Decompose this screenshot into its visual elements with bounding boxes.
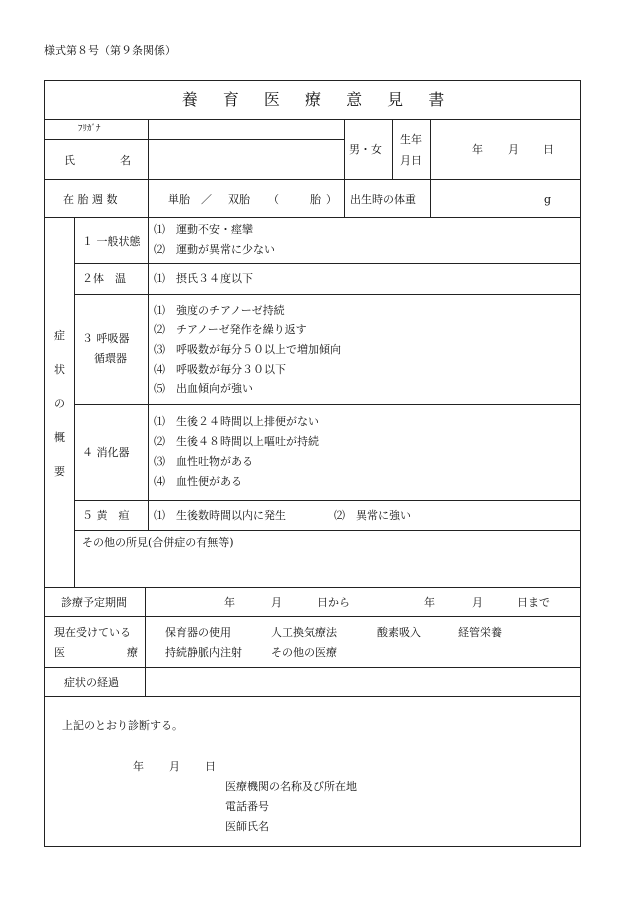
rule-temp-bottom bbox=[74, 294, 581, 295]
single-birth[interactable]: 単胎 bbox=[168, 193, 190, 206]
general-item-2[interactable]: ⑵ 運動が異常に少ない bbox=[154, 243, 275, 256]
form-number: 様式第８号（第９条関係） bbox=[44, 44, 176, 57]
schedule-start-year: 年 bbox=[224, 596, 235, 609]
frame-left bbox=[44, 80, 45, 847]
rule-gestation-bottom bbox=[44, 217, 581, 218]
sex-selector[interactable]: 男・女 bbox=[349, 143, 382, 156]
general-label: １ 一般状態 bbox=[82, 235, 141, 248]
gestation-label: 在 胎 週 数 bbox=[63, 193, 118, 206]
frame-bottom bbox=[44, 846, 581, 847]
temperature-label: ２体 温 bbox=[82, 272, 126, 285]
phone-label: 電話番号 bbox=[225, 800, 269, 813]
birth-year-unit: 年 bbox=[472, 143, 483, 156]
schedule-end-year: 年 bbox=[424, 596, 435, 609]
footer-day-unit: 日 bbox=[205, 760, 216, 773]
digestive-item-1[interactable]: ⑴ 生後２４時間以上排便がない bbox=[154, 415, 319, 428]
schedule-start-day: 日から bbox=[317, 596, 350, 609]
col-side-label-right bbox=[74, 217, 75, 588]
birth-label-2: 月日 bbox=[400, 154, 422, 167]
schedule-start-month: 月 bbox=[271, 596, 282, 609]
symptoms-side-label-4: 概 bbox=[54, 431, 65, 444]
frame-top bbox=[44, 80, 581, 81]
digestive-item-3[interactable]: ⑶ 血性吐物がある bbox=[154, 455, 253, 468]
birth-label-1: 生年 bbox=[400, 133, 422, 146]
name-label-2: 名 bbox=[120, 154, 131, 167]
doctor-name-label: 医師氏名 bbox=[225, 820, 269, 833]
rule-general-bottom bbox=[74, 263, 581, 264]
treatment-tube-feeding[interactable]: 経管栄養 bbox=[458, 626, 502, 639]
institution-label: 医療機関の名称及び所在地 bbox=[225, 780, 357, 793]
form-title: 養 育 医 療 意 見 書 bbox=[181, 90, 455, 109]
rule-treatment-bottom bbox=[44, 667, 581, 668]
progress-label: 症状の経過 bbox=[64, 676, 119, 689]
frame-right bbox=[580, 80, 581, 847]
treatment-label-2: 医 bbox=[54, 646, 65, 659]
treatment-label-1: 現在受けている bbox=[54, 626, 131, 639]
diagnosis-statement: 上記のとおり診断する。 bbox=[62, 719, 183, 732]
treatment-label-3: 療 bbox=[127, 646, 138, 659]
col-category-right bbox=[148, 217, 149, 531]
treatment-oxygen[interactable]: 酸素吸入 bbox=[377, 626, 421, 639]
treatment-incubator[interactable]: 保育器の使用 bbox=[165, 626, 231, 639]
weight-unit: g bbox=[544, 193, 552, 206]
rule-symptoms-bottom bbox=[44, 587, 581, 588]
birth-weight-label: 出生時の体重 bbox=[350, 193, 416, 206]
respiratory-item-4[interactable]: ⑷ 呼吸数が毎分３０以下 bbox=[154, 363, 286, 376]
birth-day-unit: 日 bbox=[543, 143, 554, 156]
general-item-1[interactable]: ⑴ 運動不安・痙攣 bbox=[154, 223, 253, 236]
schedule-label: 診療予定期間 bbox=[61, 596, 127, 609]
temperature-item-1[interactable]: ⑴ 摂氏３４度以下 bbox=[154, 272, 253, 285]
digestive-item-4[interactable]: ⑷ 血性便がある bbox=[154, 475, 242, 488]
col-name-right bbox=[344, 119, 345, 218]
symptoms-side-label-2: 状 bbox=[54, 363, 65, 376]
other-findings-label: その他の所見(合併症の有無等) bbox=[82, 536, 234, 549]
col-sex-right bbox=[392, 119, 393, 180]
col-schedule-label-right bbox=[145, 587, 146, 617]
respiratory-label-2: 循環器 bbox=[94, 352, 127, 365]
treatment-other[interactable]: その他の医療 bbox=[271, 646, 337, 659]
footer-year-unit: 年 bbox=[133, 760, 144, 773]
respiratory-item-1[interactable]: ⑴ 強度のチアノーゼ持続 bbox=[154, 304, 285, 317]
rule-schedule-bottom bbox=[44, 616, 581, 617]
symptoms-side-label-1: 症 bbox=[54, 329, 65, 342]
col-treatment-label-right bbox=[145, 616, 146, 668]
digestive-item-2[interactable]: ⑵ 生後４８時間以上嘔吐が持続 bbox=[154, 435, 319, 448]
col-birth-right bbox=[430, 119, 431, 218]
furigana-field[interactable] bbox=[149, 121, 344, 138]
rule-title-bottom bbox=[44, 119, 581, 120]
footer-month-unit: 月 bbox=[169, 760, 180, 773]
rule-furigana bbox=[44, 139, 345, 140]
birth-month-unit: 月 bbox=[508, 143, 519, 156]
col-progress-label-right bbox=[145, 667, 146, 697]
respiratory-label-1: ３ 呼吸器 bbox=[82, 332, 130, 345]
birth-type-slash: ／ bbox=[201, 193, 212, 206]
other-findings-field[interactable] bbox=[76, 552, 579, 586]
treatment-ventilation[interactable]: 人工換気療法 bbox=[271, 626, 337, 639]
rule-progress-bottom bbox=[44, 696, 581, 697]
paren-open: （ bbox=[268, 193, 279, 206]
multiple-birth[interactable]: 双胎 bbox=[228, 193, 250, 206]
symptoms-side-label-3: の bbox=[54, 397, 65, 410]
furigana-label: ﾌﾘｶﾞﾅ bbox=[78, 124, 101, 134]
schedule-end-month: 月 bbox=[472, 596, 483, 609]
respiratory-item-5[interactable]: ⑸ 出血傾向が強い bbox=[154, 382, 253, 395]
rule-resp-bottom bbox=[74, 404, 581, 405]
symptoms-side-label-5: 要 bbox=[54, 465, 65, 478]
schedule-end-day: 日まで bbox=[517, 596, 550, 609]
jaundice-item-2[interactable]: ⑵ 異常に強い bbox=[334, 509, 411, 522]
jaundice-label: ５ 黄 疸 bbox=[82, 509, 130, 522]
rule-digest-bottom bbox=[74, 500, 581, 501]
fetus-unit: 胎 bbox=[310, 193, 321, 206]
paren-close: ） bbox=[326, 193, 337, 206]
respiratory-item-2[interactable]: ⑵ チアノーゼ発作を繰り返す bbox=[154, 323, 307, 336]
respiratory-item-3[interactable]: ⑶ 呼吸数が毎分５０以上で増加傾向 bbox=[154, 343, 341, 356]
jaundice-item-1[interactable]: ⑴ 生後数時間以内に発生 bbox=[154, 509, 286, 522]
treatment-iv-infusion[interactable]: 持続静脈内注射 bbox=[165, 646, 242, 659]
name-label-1: 氏 bbox=[64, 154, 75, 167]
rule-jaundice-bottom bbox=[74, 530, 581, 531]
digestive-label: ４ 消化器 bbox=[82, 446, 130, 459]
name-field[interactable] bbox=[149, 141, 344, 178]
progress-field[interactable] bbox=[147, 669, 579, 695]
rule-name-bottom bbox=[44, 179, 581, 180]
